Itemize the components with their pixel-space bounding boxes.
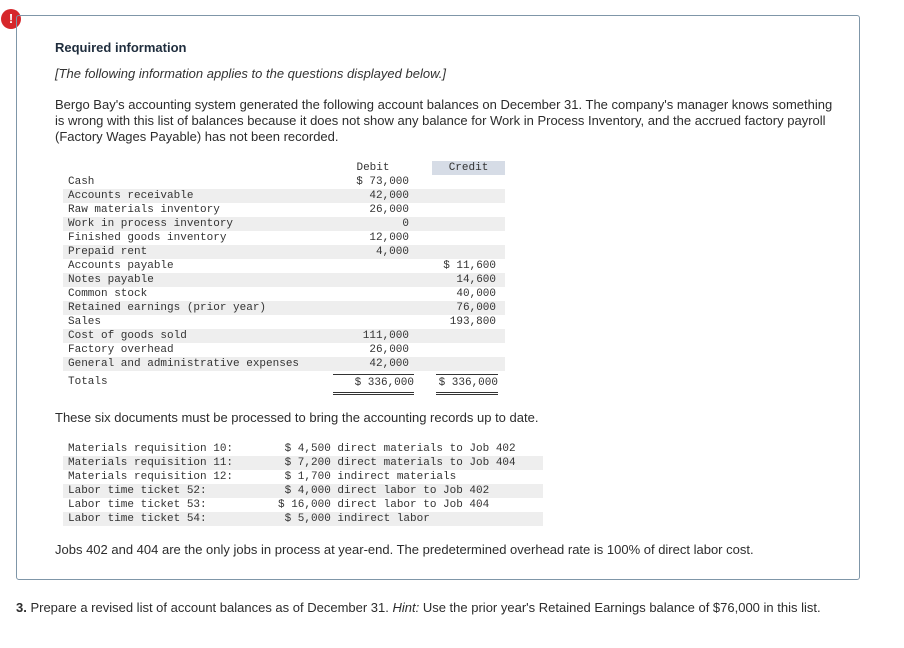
table-row (63, 231, 505, 245)
document-detail: $ 4,500 direct materials to Job 402 (278, 443, 516, 455)
account-balances-table (63, 161, 505, 391)
list-item (63, 456, 543, 470)
question-number: 3. (16, 600, 27, 615)
document-label: Labor time ticket 52: (68, 485, 207, 497)
table-row (63, 329, 505, 343)
account-debit: 42,000 (369, 358, 409, 370)
intro-paragraph: Bergo Bay's accounting system generated the following account balances on December 31. The company's manager knows something is wrong with this list of balances because it does not show any balance for Work in Process Inventory, and the accrued factory payroll (Factory Wages Payable) has not been recorded. (55, 97, 833, 144)
table-row (63, 189, 505, 203)
account-name: Accounts receivable (68, 190, 194, 202)
document-label: Labor time ticket 53: (68, 499, 207, 511)
account-debit: $ 73,000 (356, 176, 409, 188)
account-name: Common stock (68, 288, 148, 300)
table-row (63, 357, 505, 371)
question-text: Prepare a revised list of account balances as of December 31. (26, 600, 393, 615)
account-name: Notes payable (68, 274, 154, 286)
table-row (63, 301, 505, 315)
account-name: Raw materials inventory (68, 204, 220, 216)
account-name: Cash (68, 176, 95, 188)
account-name: Factory overhead (68, 344, 174, 356)
credit-header: Credit (432, 161, 505, 175)
table-row (63, 287, 505, 301)
document-detail: $ 7,200 direct materials to Job 404 (278, 457, 516, 469)
hint-label: Hint: (392, 600, 420, 615)
table-header-row (63, 161, 505, 175)
account-debit: 4,000 (375, 246, 409, 258)
account-name: Prepaid rent (68, 246, 148, 258)
account-name: Retained earnings (prior year) (68, 302, 267, 314)
document-detail: $ 4,000 direct labor to Job 402 (278, 485, 490, 497)
document-detail: $ 1,700 indirect materials (278, 471, 457, 483)
totals-label: Totals (68, 376, 108, 388)
list-item (63, 512, 543, 526)
account-name: Work in process inventory (68, 218, 234, 230)
account-debit: 26,000 (369, 344, 409, 356)
list-item (63, 498, 543, 512)
exclamation-icon: ! (1, 9, 21, 29)
document-label: Materials requisition 12: (68, 471, 234, 483)
info-note: [The following information applies to the questions displayed below.] (55, 66, 446, 81)
account-credit: 14,600 (456, 274, 496, 286)
account-debit: 42,000 (369, 190, 409, 202)
documents-table (63, 442, 543, 526)
question-3 (16, 600, 866, 616)
table-row (63, 343, 505, 357)
document-detail: $ 16,000 direct labor to Job 404 (278, 499, 490, 511)
account-name: General and administrative expenses (68, 358, 300, 370)
totals-credit: $ 336,000 (436, 374, 498, 395)
list-item (63, 484, 543, 498)
document-label: Materials requisition 11: (68, 457, 234, 469)
jobs-note: Jobs 402 and 404 are the only jobs in process at year-end. The predetermined overhead rate is 100% of direct labor cost. (55, 542, 754, 557)
hint-text: Use the prior year's Retained Earnings balance of $76,000 in this list. (419, 600, 821, 615)
document-label: Materials requisition 10: (68, 443, 234, 455)
totals-row (63, 374, 505, 391)
account-debit: 26,000 (369, 204, 409, 216)
documents-intro: These six documents must be processed to bring the accounting records up to date. (55, 410, 539, 425)
account-debit: 12,000 (369, 232, 409, 244)
account-credit: 193,800 (449, 316, 496, 328)
account-credit: 40,000 (456, 288, 496, 300)
account-name: Sales (68, 316, 102, 328)
account-name: Accounts payable (68, 260, 174, 272)
required-information-title: Required information (55, 40, 187, 55)
table-row (63, 175, 505, 189)
table-row (63, 217, 505, 231)
table-row (63, 259, 505, 273)
list-item (63, 470, 543, 484)
document-detail: $ 5,000 indirect labor (278, 513, 430, 525)
table-row (63, 315, 505, 329)
table-row (63, 203, 505, 217)
account-credit: $ 11,600 (443, 260, 496, 272)
totals-debit: $ 336,000 (333, 374, 414, 395)
table-row (63, 245, 505, 259)
account-name: Finished goods inventory (68, 232, 227, 244)
account-debit: 111,000 (362, 330, 409, 342)
account-credit: 76,000 (456, 302, 496, 314)
account-name: Cost of goods sold (68, 330, 187, 342)
debit-header: Debit (356, 162, 390, 174)
list-item (63, 442, 543, 456)
table-row (63, 273, 505, 287)
document-label: Labor time ticket 54: (68, 513, 207, 525)
account-debit: 0 (402, 218, 409, 230)
